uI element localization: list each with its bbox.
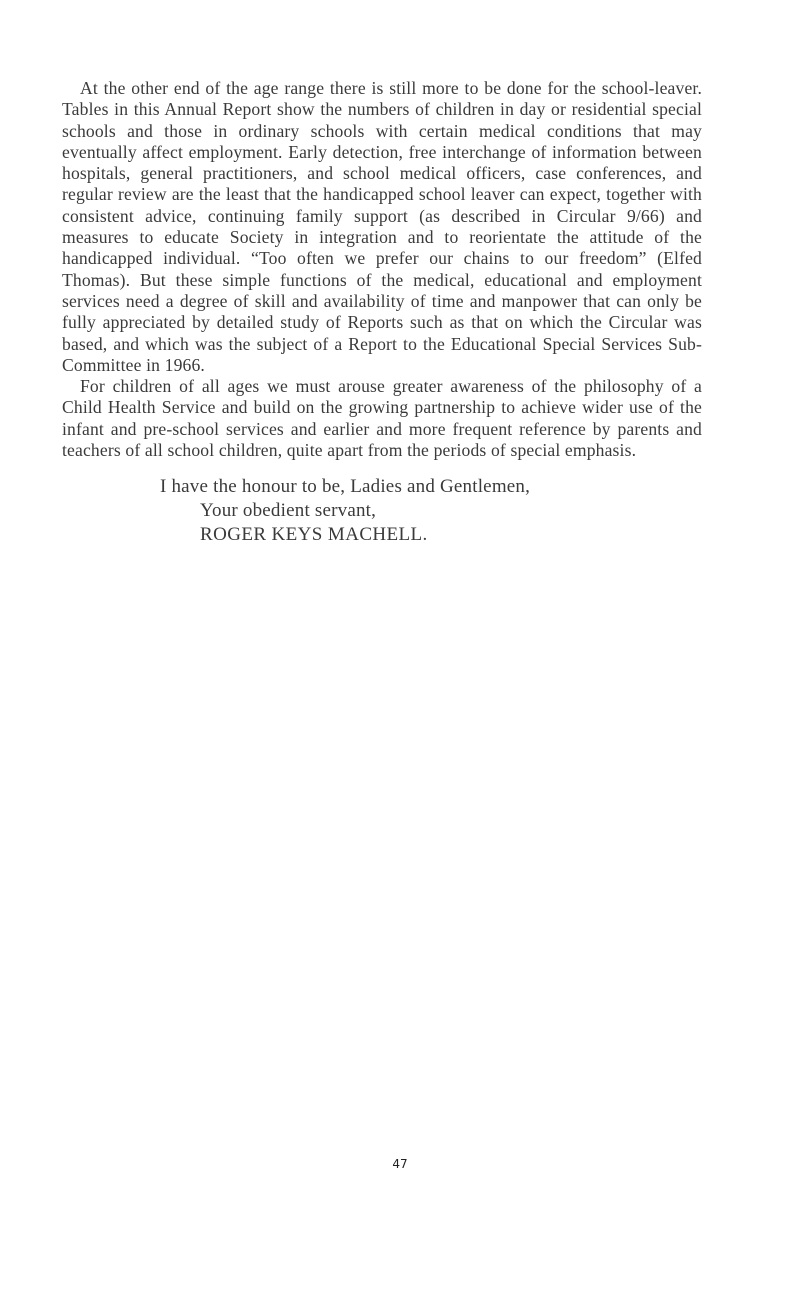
paragraph-school-leaver: At the other end of the age range there is still more to be done for the school-leaver. Tables in this Annual Report show the numbers of children in day or residential special schools and those in ordinary schools with certain medical conditions that may eventually affect employment. Early detection, free interchange of information between hospitals, general practitioners, and school medical officers, case conferences, and regular review are the least that the handicapped school leaver can expect, together with consistent advice, continuing family support (as described in Circular 9/66) and measures to educate Society in integration and to reorientate the attitude of the handicapped individual. “Too often we prefer our chains to our freedom” (Elfed Thomas). But these simple functions of the medical, educational and employment services need a degree of skill and availability of time and manpower that can only be fully appreciated by detailed study of Reports such as that on which the Circular was based, and which was the subject of a Report to the Educational Special Services Sub-Committee in 1966. <box>62 78 702 375</box>
signature: ROGER KEYS MACHELL. <box>200 524 428 546</box>
body-text <box>62 78 702 547</box>
closing-salutation: I have the honour to be, Ladies and Gentlemen, <box>160 476 531 498</box>
page-number: 47 <box>392 1157 408 1171</box>
paragraph-child-health: For children of all ages we must arouse greater awareness of the philosophy of a Child Health Service and build on the growing partnership to achieve wider use of the infant and pre-school services and earlier and more frequent reference by parents and teachers of all school children, quite apart from the periods of special emphasis. <box>62 376 702 461</box>
letter-closing <box>160 475 702 547</box>
closing-servant: Your obedient servant, <box>200 500 377 522</box>
